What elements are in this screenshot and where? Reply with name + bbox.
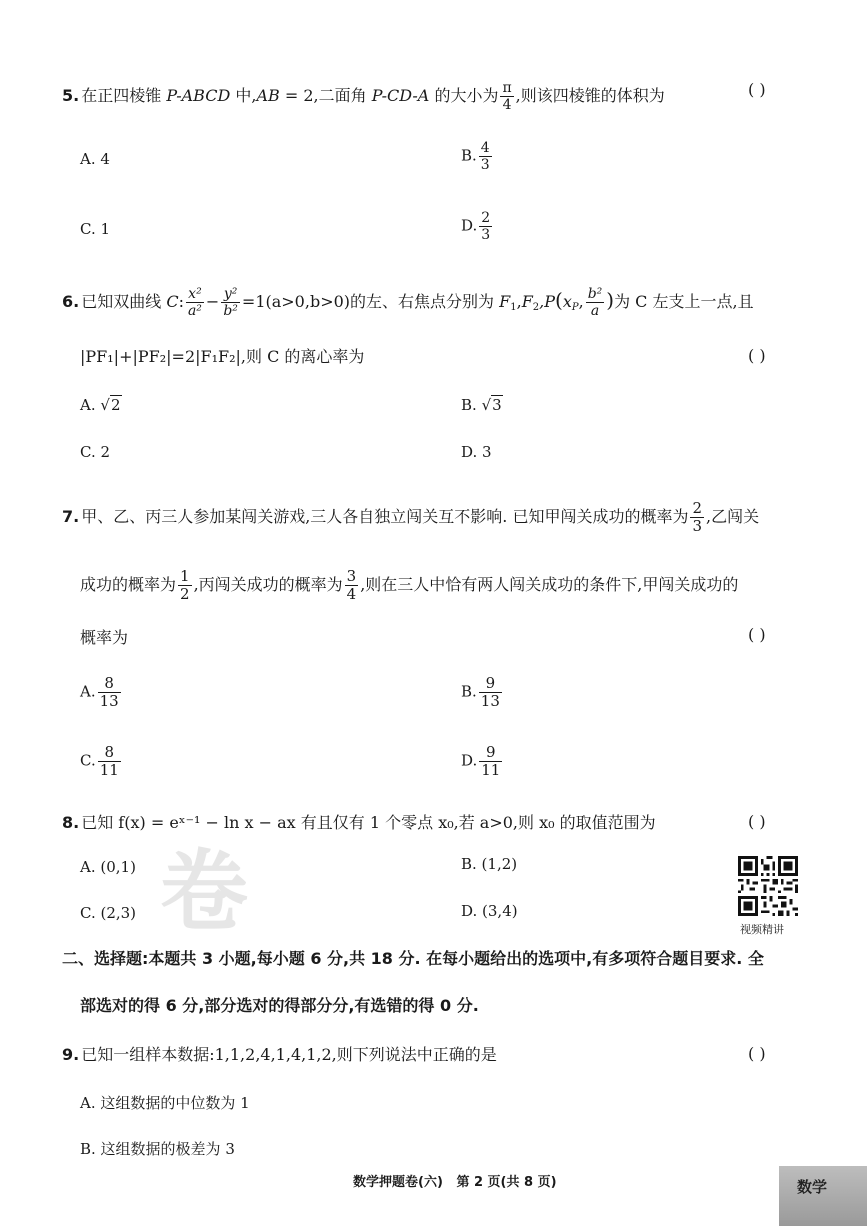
qr-code-icon[interactable]	[738, 856, 798, 916]
q6-stem: 6. 已知双曲线 C: $\frac{\text{x²}}{\text{a²}}$ − $\frac{\text{y²}}{\text{b²}}$ =1(a>0,b>0)的左、右焦点分别为 $F_1,F_2,P(x_P$, $\frac{\text{b²}}{a}$ )为 C 左支上一点,且	[62, 286, 754, 319]
q9-number: 9.	[62, 1045, 80, 1064]
q6-answer-blank: ( )	[748, 346, 766, 365]
q5-option-a: A. 4	[80, 150, 110, 168]
q7-number: 7.	[62, 507, 80, 526]
subject-corner-tab	[779, 1166, 867, 1226]
q6-option-a: A. √2	[80, 396, 121, 414]
q7-stem-line3: 概率为	[80, 628, 129, 647]
q8-stem: 8. 已知 f(x) = eˣ⁻¹ − ln x − ax 有且仅有 1 个零点 x₀,若 a>0,则 x₀ 的取值范围为	[62, 813, 656, 832]
q6-option-d: D. 3	[461, 443, 492, 461]
q8-answer-blank: ( )	[748, 812, 766, 831]
q7-option-d: D. $\frac{9}{11}$	[461, 743, 501, 779]
q8-option-d: D. (3,4)	[461, 902, 518, 920]
q6-number: 6.	[62, 292, 80, 311]
q6-option-b: B. √3	[461, 396, 502, 414]
q8-option-a: A. (0,1)	[80, 858, 136, 876]
watermark-glyph: 卷	[160, 840, 249, 943]
q6-option-c: C. 2	[80, 443, 111, 461]
q7-stem-line1: 7. 甲、乙、丙三人参加某闯关游戏,三人各自独立闯关互不影响. 已知甲闯关成功的概率为 $\frac{2}{3}$ ,乙闯关	[62, 499, 760, 535]
q5-option-c: C. 1	[80, 220, 111, 238]
q7-stem-line2: 成功的概率为 $\frac{1}{2}$ ,丙闯关成功的概率为 $\frac{3}{4}$ ,则在三人中恰有两人闯关成功的条件下,甲闯关成功的	[80, 567, 739, 603]
q7-option-b: B. $\frac{9}{13}$	[461, 674, 500, 710]
section2-heading-line2: 部选对的得 6 分,部分选对的得部分分,有选错的得 0 分.	[80, 996, 479, 1015]
q8-option-b: B. (1,2)	[461, 855, 518, 873]
q9-answer-blank: ( )	[748, 1044, 766, 1063]
q9-option-a: A. 这组数据的中位数为 1	[80, 1094, 250, 1112]
q9-stem: 9. 已知一组样本数据:1,1,2,4,1,4,1,2,则下列说法中正确的是	[62, 1045, 497, 1064]
q7-option-c: C. $\frac{8}{11}$	[80, 743, 119, 779]
q8-number: 8.	[62, 813, 80, 832]
q5-stem: 5. 在正四棱锥 P-ABCD 中,AB = 2,二面角 P-CD-A 的大小为 $\frac{\pi}{4}$ ,则该四棱锥的体积为	[62, 80, 665, 113]
q5-option-d: D. $\frac{2}{3}$	[461, 210, 491, 243]
q5-angle-fraction: $\frac{\pi}{4}$	[502, 80, 512, 113]
page-footer: 数学押题卷(六) 第 2 页(共 8 页)	[353, 1175, 557, 1190]
subject-corner-label: 数学	[797, 1178, 828, 1196]
q8-option-c: C. (2,3)	[80, 904, 137, 922]
q5-answer-blank: ( )	[748, 80, 766, 99]
q5-option-b: B. $\frac{4}{3}$	[461, 140, 490, 173]
q7-answer-blank: ( )	[748, 625, 766, 644]
q6-stem-line2: |PF₁|+|PF₂|=2|F₁F₂|,则 C 的离心率为	[80, 347, 365, 366]
q9-option-b: B. 这组数据的极差为 3	[80, 1140, 235, 1158]
qr-caption: 视频精讲	[740, 923, 784, 936]
q7-option-a: A. $\frac{8}{13}$	[80, 674, 119, 710]
q5-number: 5.	[62, 86, 80, 105]
section2-heading: 二、选择题:本题共 3 小题,每小题 6 分,共 18 分. 在每小题给出的选项中,有多项符合题目要求. 全	[62, 949, 764, 968]
